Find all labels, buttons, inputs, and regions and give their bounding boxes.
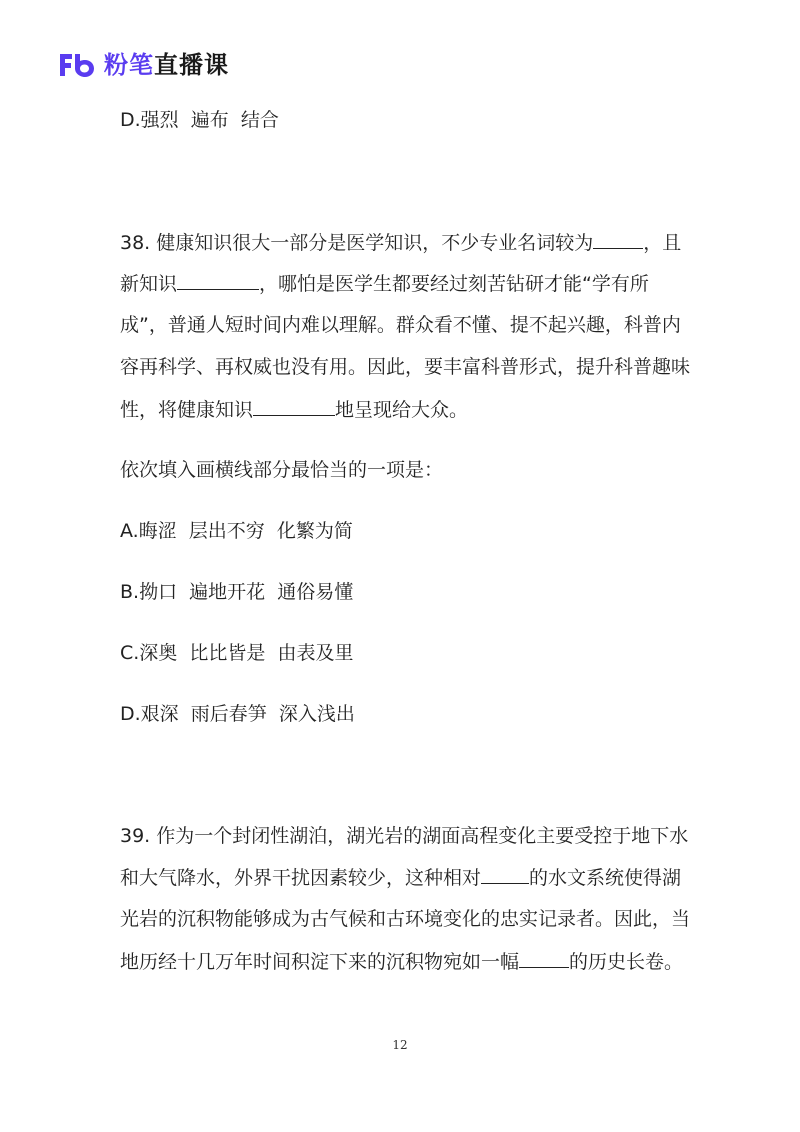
q39-text: 的历史长卷。 — [569, 951, 684, 973]
answer-blank-1 — [593, 230, 643, 249]
brand-primary: 粉笔 — [104, 51, 154, 79]
brand-logo — [58, 52, 229, 78]
q39-line-1: 39. 作为一个封闭性湖泊，湖光岩的湖面高程变化主要受控于地下水 — [120, 825, 689, 847]
q38-prompt: 依次填入画横线部分最恰当的一项是： — [120, 459, 444, 481]
answer-blank-3 — [253, 397, 335, 416]
q38-line-1 — [120, 230, 681, 255]
q38-option-b: B.拗口 遍地开花 通俗易懂 — [120, 581, 354, 603]
q39-line-3: 光岩的沉积物能够成为古气候和古环境变化的忠实记录者。因此，当 — [120, 908, 691, 930]
q39-text: 地历经十几万年时间积淀下来的沉积物宛如一幅 — [120, 951, 520, 973]
fb-logo-icon — [58, 52, 96, 78]
answer-blank-5 — [519, 949, 569, 968]
q38-option-d: D.艰深 雨后春笋 深入浅出 — [120, 703, 355, 725]
answer-blank-4 — [481, 865, 529, 884]
q39-text: 的水文系统使得湖 — [529, 867, 682, 889]
q39-text: 和大气降水，外界干扰因素较少，这种相对 — [120, 867, 482, 889]
q38-line-3: 成”，普通人短时间内难以理解。群众看不懂、提不起兴趣，科普内 — [120, 314, 681, 336]
answer-blank-2 — [177, 271, 259, 290]
q38-text: 性，将健康知识 — [120, 399, 254, 421]
q38-text: 新知识 — [120, 273, 178, 295]
q38-option-a: A.晦涩 层出不穷 化繁为简 — [120, 520, 353, 542]
q38-text: 38. 健康知识很大一部分是医学知识，不少专业名词较为 — [120, 232, 594, 254]
page-number: 12 — [392, 1038, 408, 1052]
q39-line-2 — [120, 865, 681, 890]
q38-text: 地呈现给大众。 — [335, 399, 469, 421]
brand-name — [104, 53, 229, 77]
q38-line-5 — [120, 397, 468, 422]
q38-text: ，且 — [643, 232, 682, 254]
q38-line-4: 容再科学、再权威也没有用。因此，要丰富科普形式，提升科普趣味 — [120, 356, 691, 378]
q37-option-d: D.强烈 遍布 结合 — [120, 109, 279, 131]
q39-line-4 — [120, 949, 683, 974]
q38-option-c: C.深奥 比比皆是 由表及里 — [120, 642, 354, 664]
brand-suffix: 直播课 — [154, 51, 229, 79]
q38-line-2 — [120, 271, 649, 296]
q38-text: ，哪怕是医学生都要经过刻苦钻研才能“学有所 — [259, 273, 649, 295]
